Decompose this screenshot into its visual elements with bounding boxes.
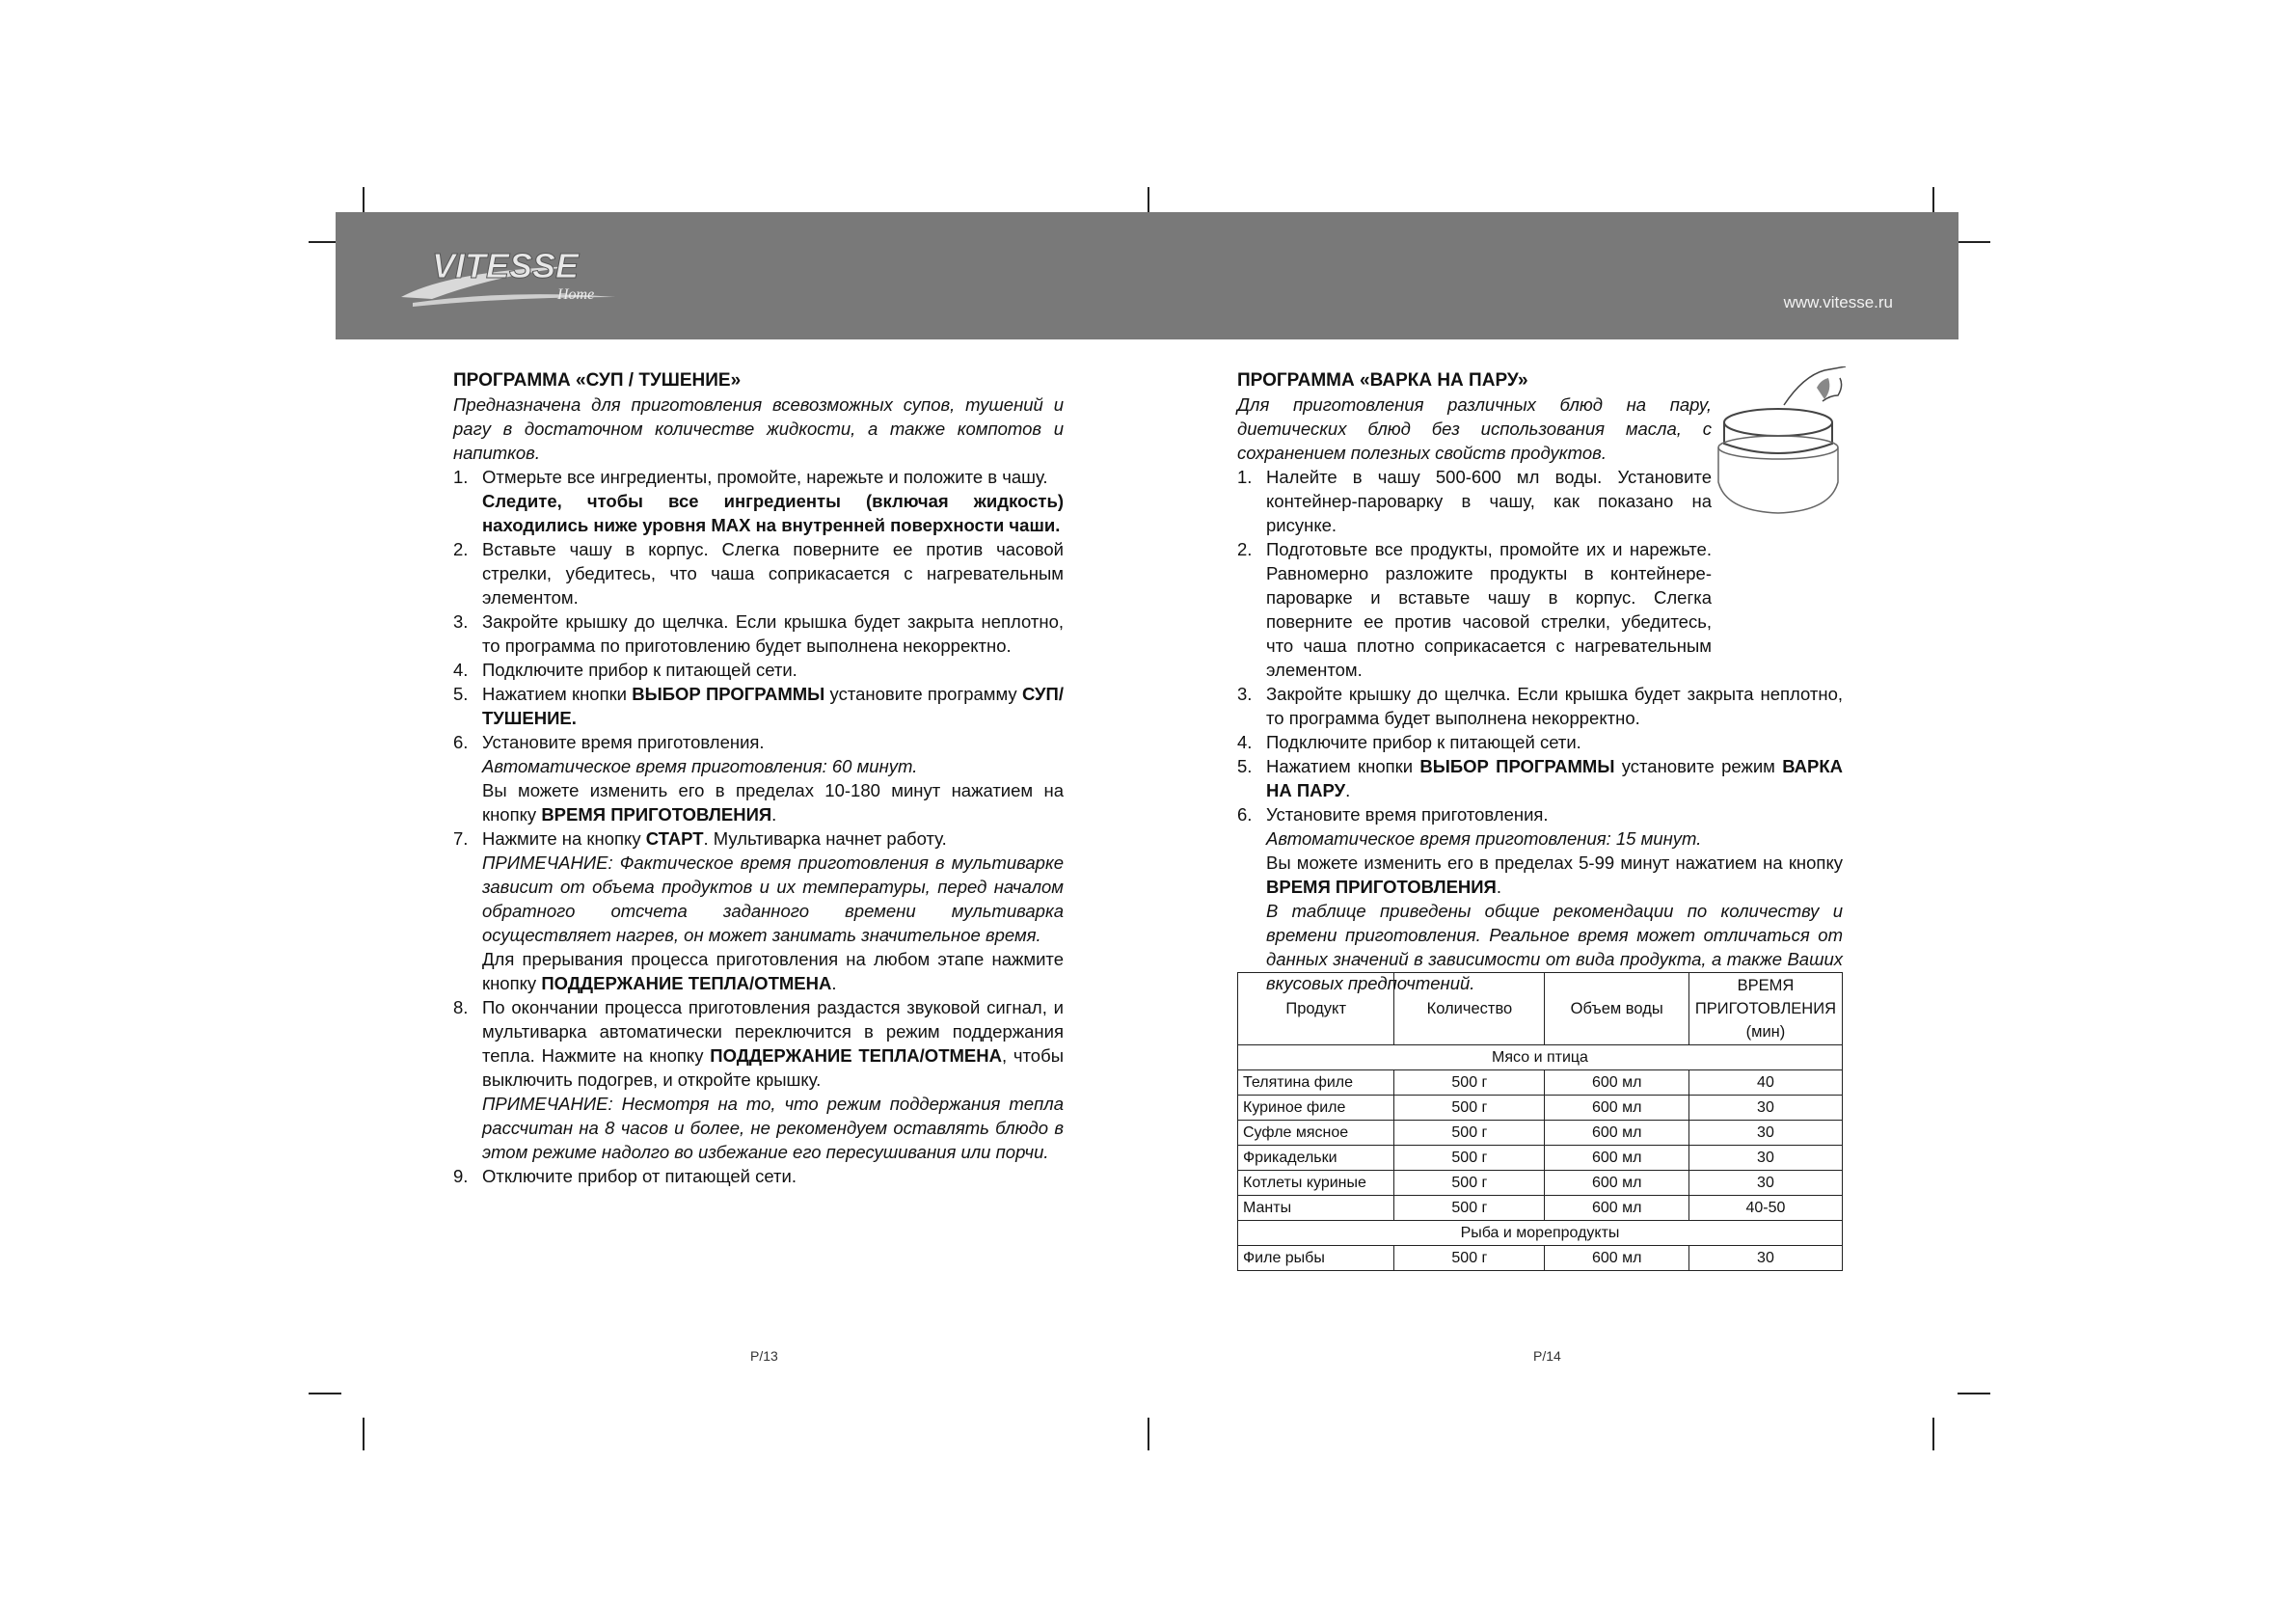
list-item: 4. Подключите прибор к питающей сети.: [453, 660, 797, 680]
list-item: 6. Установите время приготовления. Автоматическое время приготовления: 60 минут. Вы можете изменить его в пределах 10-180 минут нажатием на кнопку ВРЕМЯ ПРИГОТОВЛЕНИЯ.: [453, 732, 1064, 825]
steps-list: [453, 465, 1064, 1188]
left-column: [453, 368, 1064, 1188]
column-header: Объем воды: [1545, 973, 1688, 1045]
column-header: ВРЕМЯ ПРИГОТОВЛЕНИЯ (мин): [1688, 973, 1842, 1045]
list-item: 2. Вставьте чашу в корпус. Слегка поверните ее против часовой стрелки, убедитесь, что чаша соприкасается с нагревательным элементом.: [453, 539, 1064, 608]
table-row: Телятина филе 500 г 600 мл 40: [1238, 1070, 1843, 1096]
right-column: [1237, 368, 1843, 995]
section-intro: Предназначена для приготовления всевозможных супов, тушений и рагу в достаточном количестве жидкости, а также компотов и напитков.: [453, 394, 1064, 463]
list-item: 9. Отключите прибор от питающей сети.: [453, 1166, 797, 1186]
crop-mark: [309, 1393, 341, 1394]
svg-text:VITESSE: VITESSE: [432, 246, 580, 285]
section-intro: Для приготовления различных блюд на пару, диетических блюд без использования масла, с сохранением полезных свойств продуктов.: [1237, 394, 1712, 463]
steam-cooking-table: [1237, 972, 1843, 1271]
page-number: P/14: [1533, 1348, 1561, 1364]
section-title: ПРОГРАММА «СУП / ТУШЕНИЕ»: [453, 370, 742, 391]
column-header: Количество: [1394, 973, 1545, 1045]
list-item: 8. По окончании процесса приготовления раздастся звуковой сигнал, и мультиварка автоматически переключится в режим поддержания тепла. Нажмите на кнопку ПОДДЕРЖАНИЕ ТЕПЛА/ОТМЕНА, чтобы выключить подогрев, и откройте крышку. ПРИМЕЧАНИЕ: Несмотря на то, что режим поддержания тепла рассчитан на 8 часов и более, не рекомендуем оставлять блюдо в этом режиме надолго во избежание его пересушивания или порчи.: [453, 997, 1064, 1162]
brand-logo: [393, 241, 644, 318]
table-row: Манты 500 г 600 мл 40-50: [1238, 1196, 1843, 1221]
column-header: Продукт: [1238, 973, 1394, 1045]
table-group-row: Рыба и морепродукты: [1238, 1221, 1843, 1246]
table-row: Куриное филе 500 г 600 мл 30: [1238, 1096, 1843, 1121]
table-row: Фрикадельки 500 г 600 мл 30: [1238, 1146, 1843, 1171]
page-number: P/13: [750, 1348, 778, 1364]
crop-mark: [363, 1418, 365, 1450]
crop-mark: [1958, 241, 1990, 243]
list-item: 7. Нажмите на кнопку СТАРТ. Мультиварка начнет работу. ПРИМЕЧАНИЕ: Фактическое время приготовления в мультиварке зависит от объема продуктов и их температуры, перед началом обратного отсчета заданного времени мультиварка осуществляет нагрев, он может занимать значительное время. Для прерывания процесса приготовления на любом этапе нажмите кнопку ПОДДЕРЖАНИЕ ТЕПЛА/ОТМЕНА.: [453, 828, 1064, 993]
list-item: 5. Нажатием кнопки ВЫБОР ПРОГРАММЫ установите программу СУП/ТУШЕНИЕ.: [453, 684, 1064, 728]
header-band: [336, 212, 1958, 339]
list-item: 6. Установите время приготовления. Автоматическое время приготовления: 15 минут. Вы можете изменить его в пределах 5-99 минут нажатием на кнопку ВРЕМЯ ПРИГОТОВЛЕНИЯ. В таблице приведены общие рекомендации по количеству и времени приготовления. Реальное время может отличаться от данных значений в зависимости от вида продукта, а также Ваших вкусовых предпочтений.: [1237, 804, 1843, 993]
list-item: 2. Подготовьте все продукты, промойте их и нарежьте. Равномерно разложите продукты в контейнере-пароварке и вставьте чашу в корпус. Слегка поверните ее против часовой стрелки, убедитесь, что чаша плотно соприкасается с нагревательным элементом.: [1237, 539, 1712, 680]
website-url: www.vitesse.ru: [1783, 293, 1893, 311]
list-item: 1. Отмерьте все ингредиенты, промойте, нарежьте и положите в чашу. Следите, чтобы все ингредиенты (включая жидкость) находились ниже уровня MAX на внутренней поверхности чаши.: [453, 467, 1064, 535]
table-row: Филе рыбы 500 г 600 мл 30: [1238, 1246, 1843, 1271]
list-item: 4. Подключите прибор к питающей сети.: [1237, 732, 1581, 752]
crop-mark: [1932, 1418, 1934, 1450]
table-group-row: Мясо и птица: [1238, 1045, 1843, 1070]
list-item: 3. Закройте крышку до щелчка. Если крышка будет закрыта неплотно, то программа будет выполнена некорректно.: [1237, 684, 1843, 728]
list-item: 1. Налейте в чашу 500-600 мл воды. Установите контейнер-пароварку в чашу, как показано на рисунке.: [1237, 467, 1712, 535]
table-row: Котлеты куриные 500 г 600 мл 30: [1238, 1171, 1843, 1196]
list-item: 3. Закройте крышку до щелчка. Если крышка будет закрыта неплотно, то программа по приготовлению будет выполнена некорректно.: [453, 611, 1064, 656]
section-title: ПРОГРАММА «ВАРКА НА ПАРУ»: [1237, 370, 1528, 391]
svg-text:Home: Home: [557, 286, 595, 303]
list-item: 5. Нажатием кнопки ВЫБОР ПРОГРАММЫ установите режим ВАРКА НА ПАРУ.: [1237, 756, 1843, 800]
table-row: Суфле мясное 500 г 600 мл 30: [1238, 1121, 1843, 1146]
crop-mark: [1958, 1393, 1990, 1394]
crop-mark: [1148, 1418, 1149, 1450]
steps-list: [1237, 465, 1843, 995]
